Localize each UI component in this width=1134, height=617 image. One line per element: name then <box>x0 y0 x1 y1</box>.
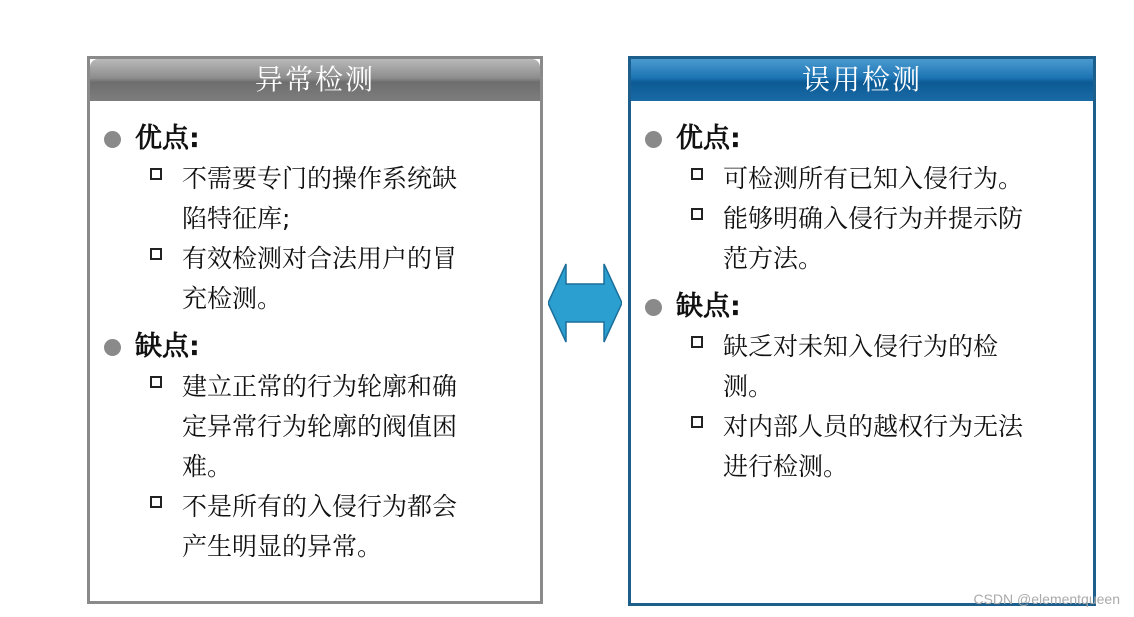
left-cons-label: 缺点: <box>135 331 200 362</box>
right-pros-item-text: 可检测所有已知入侵行为。 <box>723 164 1024 193</box>
square-bullet-icon <box>150 496 162 508</box>
left-pros-item-text: 不需要专门的操作系统缺 <box>182 164 458 193</box>
right-cons-item-text: 缺乏对未知入侵行为的检 <box>723 332 999 361</box>
bullet-circle-icon <box>645 131 662 148</box>
left-cons-section <box>104 327 540 567</box>
left-pros-item <box>104 239 540 319</box>
right-cons-label: 缺点: <box>676 291 741 322</box>
left-cons-item-text: 产生明显的异常。 <box>182 532 383 561</box>
misuse-detection-title: 误用检测 <box>631 59 1093 101</box>
left-pros-item-text: 有效检测对合法用户的冒 <box>182 244 458 273</box>
anomaly-detection-title: 异常检测 <box>90 59 540 101</box>
square-bullet-icon <box>691 416 703 428</box>
right-cons-item-text: 测。 <box>723 372 774 401</box>
left-cons-item-text: 建立正常的行为轮廓和确 <box>182 372 458 401</box>
left-cons-item-text: 定异常行为轮廓的阀值困 <box>182 412 458 441</box>
right-cons-item <box>645 327 1093 407</box>
left-pros-label: 优点: <box>135 123 200 154</box>
right-cons-item <box>645 407 1093 487</box>
left-pros-section <box>104 119 540 319</box>
misuse-detection-panel <box>628 56 1096 606</box>
square-bullet-icon <box>150 376 162 388</box>
right-pros-section <box>645 119 1093 279</box>
bullet-circle-icon <box>645 299 662 316</box>
anomaly-detection-panel <box>87 56 543 604</box>
right-cons-section <box>645 287 1093 487</box>
watermark: CSDN @elementqueen <box>973 591 1120 607</box>
right-pros-label: 优点: <box>676 123 741 154</box>
left-pros-item <box>104 159 540 239</box>
square-bullet-icon <box>691 208 703 220</box>
left-cons-item-text: 难。 <box>182 452 233 481</box>
square-bullet-icon <box>150 168 162 180</box>
square-bullet-icon <box>691 168 703 180</box>
bullet-circle-icon <box>104 339 121 356</box>
left-cons-item-text: 不是所有的入侵行为都会 <box>182 492 458 521</box>
right-pros-item <box>645 159 1093 199</box>
left-cons-item <box>104 367 540 487</box>
right-pros-item-text: 范方法。 <box>723 244 824 273</box>
left-pros-item-text: 陷特征库; <box>182 204 291 233</box>
bullet-circle-icon <box>104 131 121 148</box>
left-cons-item <box>104 487 540 567</box>
right-pros-item <box>645 199 1093 279</box>
double-arrow-icon <box>548 262 622 344</box>
right-cons-item-text: 进行检测。 <box>723 452 849 481</box>
right-cons-item-text: 对内部人员的越权行为无法 <box>723 412 1024 441</box>
left-pros-item-text: 充检测。 <box>182 284 283 313</box>
square-bullet-icon <box>691 336 703 348</box>
square-bullet-icon <box>150 248 162 260</box>
right-pros-item-text: 能够明确入侵行为并提示防 <box>723 204 1024 233</box>
